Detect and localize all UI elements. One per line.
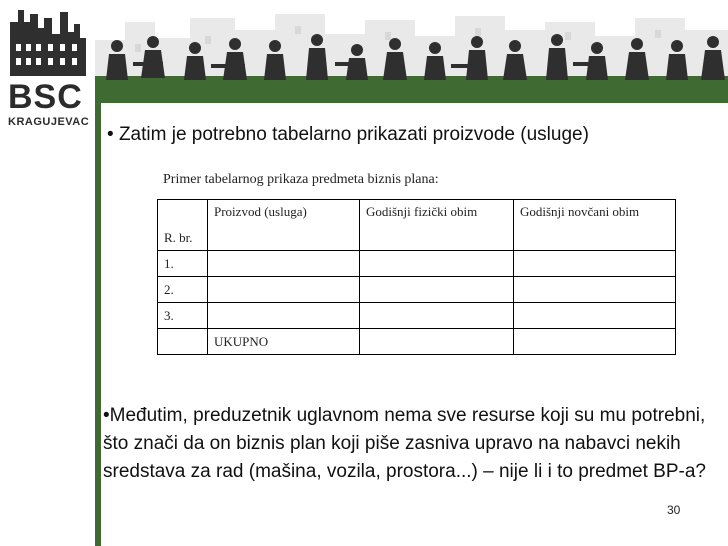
left-accent-bar bbox=[95, 103, 101, 546]
bullet-first: • Zatim je potrebno tabelarno prikazati proizvode (usluge) bbox=[107, 124, 589, 145]
table-total-row bbox=[158, 329, 676, 355]
row-number: 1. bbox=[158, 251, 208, 277]
row-number: 2. bbox=[158, 277, 208, 303]
header-cell-product: Proizvod (usluga) bbox=[208, 200, 360, 251]
products-table bbox=[157, 199, 676, 355]
row-product bbox=[208, 303, 360, 329]
city-skyline-icon bbox=[8, 4, 88, 76]
bullet-first-text: Zatim je potrebno tabelarno prikazati proizvode (usluge) bbox=[118, 124, 589, 145]
row-total-label: UKUPNO bbox=[208, 329, 360, 355]
row-physical bbox=[360, 303, 514, 329]
table-caption: Primer tabelarnog prikaza predmeta biznis plana: bbox=[163, 172, 439, 187]
header-banner bbox=[95, 0, 728, 95]
bsc-logo bbox=[0, 0, 95, 150]
row-physical bbox=[360, 329, 514, 355]
table-row bbox=[158, 277, 676, 303]
bullet-second-text: Međutim, preduzetnik uglavnom nema sve resurse koji su mu potrebni, što znači da on biznis plan koji piše zasniva upravo na nabavci nekih sredstava za rad (mašina, vozila, prostora...) – nije li i to predmet BP-a? bbox=[103, 405, 706, 482]
header-cell-monetary: Godišnji novčani obim bbox=[514, 200, 676, 251]
bullet-second: •Međutim, preduzetnik uglavnom nema sve resurse koji su mu potrebni, što znači da on biznis plan koji piše zasniva upravo na nabavci nekih sredstava za rad (mašina, vozila, prostora...) – nije li i to predmet BP-a? bbox=[103, 405, 706, 482]
page-number: 30 bbox=[667, 503, 681, 517]
row-monetary bbox=[514, 277, 676, 303]
row-physical bbox=[360, 251, 514, 277]
header-cell-physical: Godišnji fizički obim bbox=[360, 200, 514, 251]
table-row bbox=[158, 303, 676, 329]
logo-name: BSC bbox=[8, 78, 83, 116]
row-product bbox=[208, 251, 360, 277]
row-product bbox=[208, 277, 360, 303]
row-number bbox=[158, 329, 208, 355]
row-monetary bbox=[514, 303, 676, 329]
row-physical bbox=[360, 277, 514, 303]
logo-subtitle: KRAGUJEVAC bbox=[8, 116, 90, 128]
table-header-row bbox=[158, 200, 676, 251]
header-cell-rbr: R. br. bbox=[158, 200, 208, 251]
row-monetary bbox=[514, 329, 676, 355]
people-silhouettes-icon bbox=[95, 0, 728, 95]
row-number: 3. bbox=[158, 303, 208, 329]
header-divider bbox=[95, 95, 728, 103]
row-monetary bbox=[514, 251, 676, 277]
table-row bbox=[158, 251, 676, 277]
